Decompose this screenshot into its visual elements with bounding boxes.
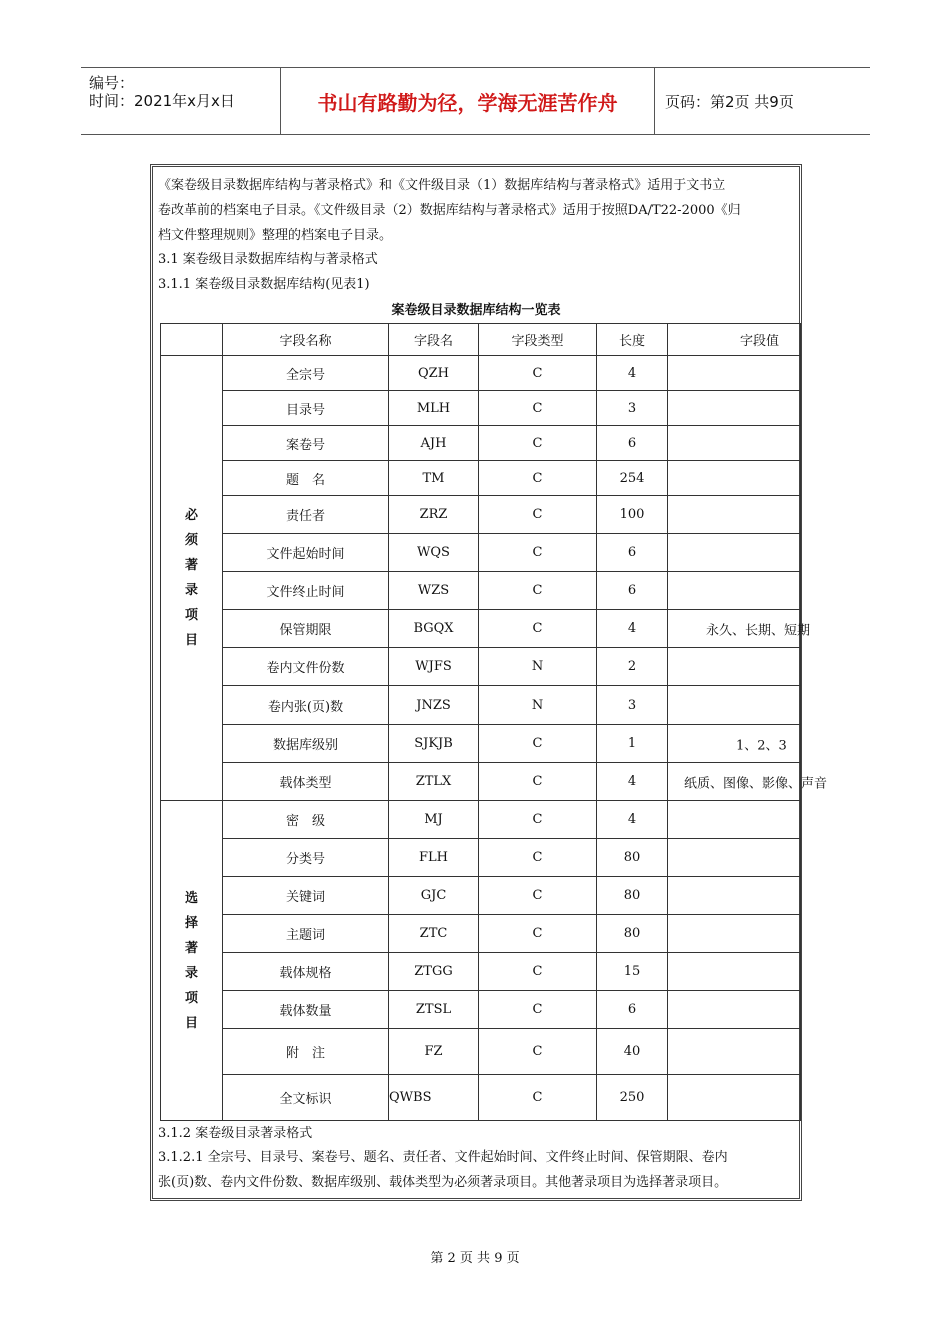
table-row (161, 426, 801, 461)
cell-length: 80 (597, 877, 668, 915)
cell-field-name: 案卷号 (223, 426, 389, 461)
cell-field-value (668, 915, 801, 953)
cell-length: 4 (597, 610, 668, 648)
cell-field-code: ZRZ (389, 496, 479, 534)
table-row (161, 915, 801, 953)
group-optional-label: 选择著录项目 (161, 801, 223, 1121)
cell-field-code: TM (389, 461, 479, 496)
table-row (161, 839, 801, 877)
cell-field-type: C (479, 496, 597, 534)
cell-field-code: SJKJB (389, 725, 479, 763)
cell-length: 3 (597, 391, 668, 426)
table-header-row (161, 324, 801, 356)
cell-length: 80 (597, 915, 668, 953)
cell-field-type: C (479, 572, 597, 610)
cell-field-type: C (479, 391, 597, 426)
cell-field-type: C (479, 839, 597, 877)
number-label: 编号： (89, 74, 135, 92)
header-cell-group (161, 324, 223, 356)
cell-field-value (668, 877, 801, 915)
cell-field-value (668, 839, 801, 877)
cell-length: 254 (597, 461, 668, 496)
cell-field-type: C (479, 610, 597, 648)
field-value-text: 1、2、3 (736, 738, 787, 753)
cell-field-value (668, 426, 801, 461)
page-footer: 第 2 页 共 9 页 (430, 1251, 520, 1266)
table-row (161, 953, 801, 991)
cell-field-type: C (479, 356, 597, 391)
cell-field-type: C (479, 953, 597, 991)
cell-length: 3 (597, 686, 668, 725)
cell-field-name: 载体类型 (223, 763, 389, 801)
db-structure-table (160, 323, 828, 1121)
table-row (161, 534, 801, 572)
cell-length: 15 (597, 953, 668, 991)
cell-length: 4 (597, 356, 668, 391)
cell-field-type: C (479, 426, 597, 461)
intro-line-1: 《案卷级目录数据库结构与著录格式》和《文件级目录（1）数据库结构与著录格式》适用于文书立 (158, 178, 726, 193)
cell-length: 100 (597, 496, 668, 534)
cell-field-name: 题 名 (223, 461, 389, 496)
cell-field-code: QWBS (389, 1075, 479, 1121)
table-row (161, 686, 801, 725)
cell-length: 80 (597, 839, 668, 877)
para-3-1-2-1-line-2: 张(页)数、卷内文件份数、数据库级别、载体类型为必须著录项目。其他著录项目为选择著录项目。 (158, 1175, 728, 1190)
cell-field-name: 文件终止时间 (223, 572, 389, 610)
field-value-text: 纸质、图像、影像、声音 (684, 776, 828, 791)
page-header (81, 67, 870, 135)
cell-field-value (668, 763, 828, 801)
cell-field-code: BGQX (389, 610, 479, 648)
cell-field-code: FLH (389, 839, 479, 877)
table-row (161, 356, 801, 391)
cell-field-code: WQS (389, 534, 479, 572)
cell-length: 4 (597, 801, 668, 839)
cell-field-value (668, 953, 801, 991)
cell-length: 6 (597, 991, 668, 1029)
table-row (161, 648, 801, 686)
cell-field-value (668, 534, 801, 572)
table-row (161, 1075, 801, 1121)
cell-field-value (668, 461, 801, 496)
cell-field-code: WZS (389, 572, 479, 610)
header-cell-field-code: 字段名 (389, 324, 479, 356)
group-required-label: 必须著录项目 (161, 356, 223, 801)
cell-field-code: GJC (389, 877, 479, 915)
cell-field-code: MJ (389, 801, 479, 839)
cell-field-name: 密 级 (223, 801, 389, 839)
table-row (161, 801, 801, 839)
cell-field-value (668, 391, 801, 426)
cell-length: 40 (597, 1029, 668, 1075)
cell-field-name: 载体规格 (223, 953, 389, 991)
section-3-1: 3.1 案卷级目录数据库结构与著录格式 (158, 252, 378, 267)
cell-length: 250 (597, 1075, 668, 1121)
cell-field-value (668, 356, 801, 391)
cell-field-value (668, 686, 801, 725)
cell-field-name: 载体数量 (223, 991, 389, 1029)
cell-field-value (668, 648, 801, 686)
intro-line-3: 档文件整理规则》整理的档案电子目录。 (158, 228, 393, 243)
header-meta (81, 68, 281, 134)
cell-length: 6 (597, 534, 668, 572)
table-row (161, 572, 801, 610)
cell-field-name: 附 注 (223, 1029, 389, 1075)
header-cell-value: 字段值 (668, 324, 801, 356)
cell-field-value (668, 610, 811, 648)
intro-line-2: 卷改革前的档案电子目录。《文件级目录（2）数据库结构与著录格式》适用于按照DA/T22-2000《归 (158, 203, 741, 218)
section-3-1-1: 3.1.1 案卷级目录数据库结构(见表1) (158, 277, 370, 292)
table-row (161, 877, 801, 915)
cell-field-value (668, 725, 801, 763)
cell-field-name: 文件起始时间 (223, 534, 389, 572)
cell-field-type: C (479, 461, 597, 496)
cell-field-name: 卷内张(页)数 (223, 686, 389, 725)
header-cell-field-name: 字段名称 (223, 324, 389, 356)
cell-length: 1 (597, 725, 668, 763)
cell-field-code: MLH (389, 391, 479, 426)
header-page-label: 页码：第2页 共9页 (665, 92, 794, 111)
field-value-text: 永久、长期、短期 (706, 623, 811, 638)
cell-field-type: C (479, 534, 597, 572)
cell-field-type: C (479, 763, 597, 801)
table-row (161, 725, 801, 763)
cell-field-code: WJFS (389, 648, 479, 686)
table-row (161, 1029, 801, 1075)
cell-field-name: 责任者 (223, 496, 389, 534)
cell-field-name: 卷内文件份数 (223, 648, 389, 686)
cell-field-code: ZTLX (389, 763, 479, 801)
cell-field-type: N (479, 686, 597, 725)
table-row (161, 610, 801, 648)
section-3-1-2: 3.1.2 案卷级目录著录格式 (158, 1126, 313, 1141)
cell-field-code: JNZS (389, 686, 479, 725)
cell-field-code: ZTGG (389, 953, 479, 991)
header-cell-length: 长度 (597, 324, 668, 356)
table-caption: 案卷级目录数据库结构一览表 (391, 303, 561, 318)
cell-field-name: 关键词 (223, 877, 389, 915)
table-row (161, 991, 801, 1029)
cell-field-name: 目录号 (223, 391, 389, 426)
cell-field-code: ZTC (389, 915, 479, 953)
cell-field-code: FZ (389, 1029, 479, 1075)
header-cell-field-type: 字段类型 (479, 324, 597, 356)
cell-field-type: C (479, 1029, 597, 1075)
cell-field-name: 分类号 (223, 839, 389, 877)
cell-field-type: C (479, 915, 597, 953)
cell-length: 4 (597, 763, 668, 801)
cell-field-type: N (479, 648, 597, 686)
cell-length: 6 (597, 572, 668, 610)
table-row (161, 461, 801, 496)
cell-field-type: C (479, 801, 597, 839)
cell-field-value (668, 572, 801, 610)
cell-field-name: 全文标识 (223, 1075, 389, 1121)
cell-field-name: 数据库级别 (223, 725, 389, 763)
para-3-1-2-1-line-1: 3.1.2.1 全宗号、目录号、案卷号、题名、责任者、文件起始时间、文件终止时间、保管期限、卷内 (158, 1150, 728, 1165)
header-motto: 书山有路勤为径，学海无涯苦作舟 (281, 68, 655, 134)
table-row (161, 763, 801, 801)
cell-field-type: C (479, 877, 597, 915)
cell-field-value (668, 1075, 801, 1121)
cell-field-name: 保管期限 (223, 610, 389, 648)
cell-field-value (668, 801, 801, 839)
cell-field-code: AJH (389, 426, 479, 461)
cell-field-type: C (479, 991, 597, 1029)
cell-field-type: C (479, 725, 597, 763)
table-row (161, 391, 801, 426)
cell-field-value (668, 991, 801, 1029)
time-label: 时间：2021年x月x日 (89, 92, 235, 110)
cell-field-type: C (479, 1075, 597, 1121)
cell-field-code: ZTSL (389, 991, 479, 1029)
cell-length: 6 (597, 426, 668, 461)
table-row (161, 496, 801, 534)
cell-field-name: 主题词 (223, 915, 389, 953)
cell-field-name: 全宗号 (223, 356, 389, 391)
cell-field-value (668, 496, 801, 534)
cell-field-code: QZH (389, 356, 479, 391)
cell-field-value (668, 1029, 801, 1075)
cell-length: 2 (597, 648, 668, 686)
